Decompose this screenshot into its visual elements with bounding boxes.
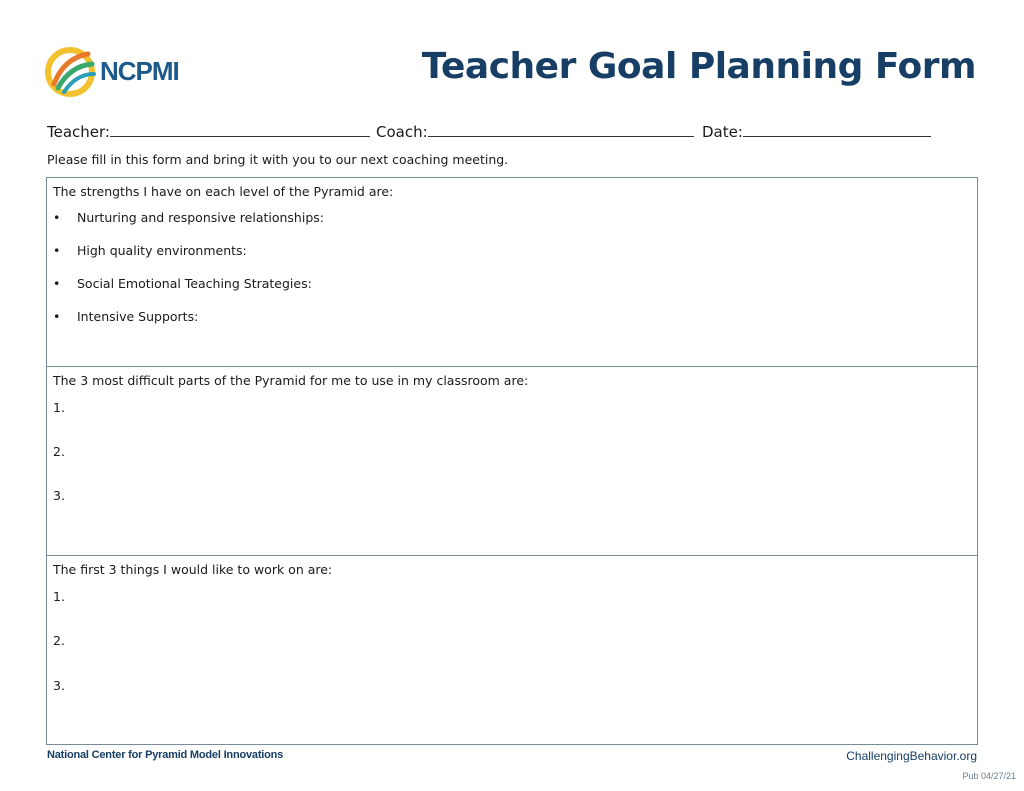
coach-line[interactable] — [428, 122, 694, 137]
list-item: 1. — [53, 589, 65, 604]
ncpmi-logo-icon — [44, 44, 100, 100]
ncpmi-logo — [44, 44, 194, 100]
date-label: Date: — [702, 123, 743, 141]
footer-org-name: National Center for Pyramid Model Innovations — [47, 749, 284, 761]
difficult-parts-section[interactable] — [46, 366, 978, 556]
bullet-icon: • — [53, 276, 61, 291]
list-item: 3. — [53, 488, 65, 503]
list-item: • Intensive Supports: — [53, 309, 199, 324]
list-item: 3. — [53, 678, 65, 693]
date-line[interactable] — [743, 122, 931, 137]
difficult-heading: The 3 most difficult parts of the Pyramid for me to use in my classroom are: — [53, 373, 529, 388]
teacher-field[interactable] — [47, 122, 370, 141]
coach-field[interactable] — [376, 122, 694, 141]
list-item: • High quality environments: — [53, 243, 247, 258]
list-item: 2. — [53, 444, 65, 459]
logo-text: NCPMI — [100, 56, 179, 86]
list-item: 1. — [53, 400, 65, 415]
pub-date: Pub 04/27/21 — [962, 771, 1016, 781]
bullet-icon: • — [53, 243, 61, 258]
list-item: • Nurturing and responsive relationships: — [53, 210, 324, 225]
bullet-icon: • — [53, 210, 61, 225]
list-item: • Social Emotional Teaching Strategies: — [53, 276, 312, 291]
instruction-text: Please fill in this form and bring it with you to our next coaching meeting. — [47, 152, 509, 167]
work-on-heading: The first 3 things I would like to work on are: — [53, 562, 333, 577]
date-field[interactable] — [702, 122, 931, 141]
footer-website-link[interactable]: ChallengingBehavior.org — [846, 749, 977, 763]
bullet-icon: • — [53, 309, 61, 324]
list-item: 2. — [53, 633, 65, 648]
coach-label: Coach: — [376, 123, 428, 141]
teacher-label: Teacher: — [47, 123, 110, 141]
teacher-line[interactable] — [110, 122, 370, 137]
work-on-section[interactable] — [46, 555, 978, 745]
header-fields — [47, 122, 947, 142]
strengths-heading: The strengths I have on each level of the Pyramid are: — [53, 184, 394, 199]
strengths-section[interactable] — [46, 177, 978, 367]
page-title: Teacher Goal Planning Form — [421, 46, 976, 87]
